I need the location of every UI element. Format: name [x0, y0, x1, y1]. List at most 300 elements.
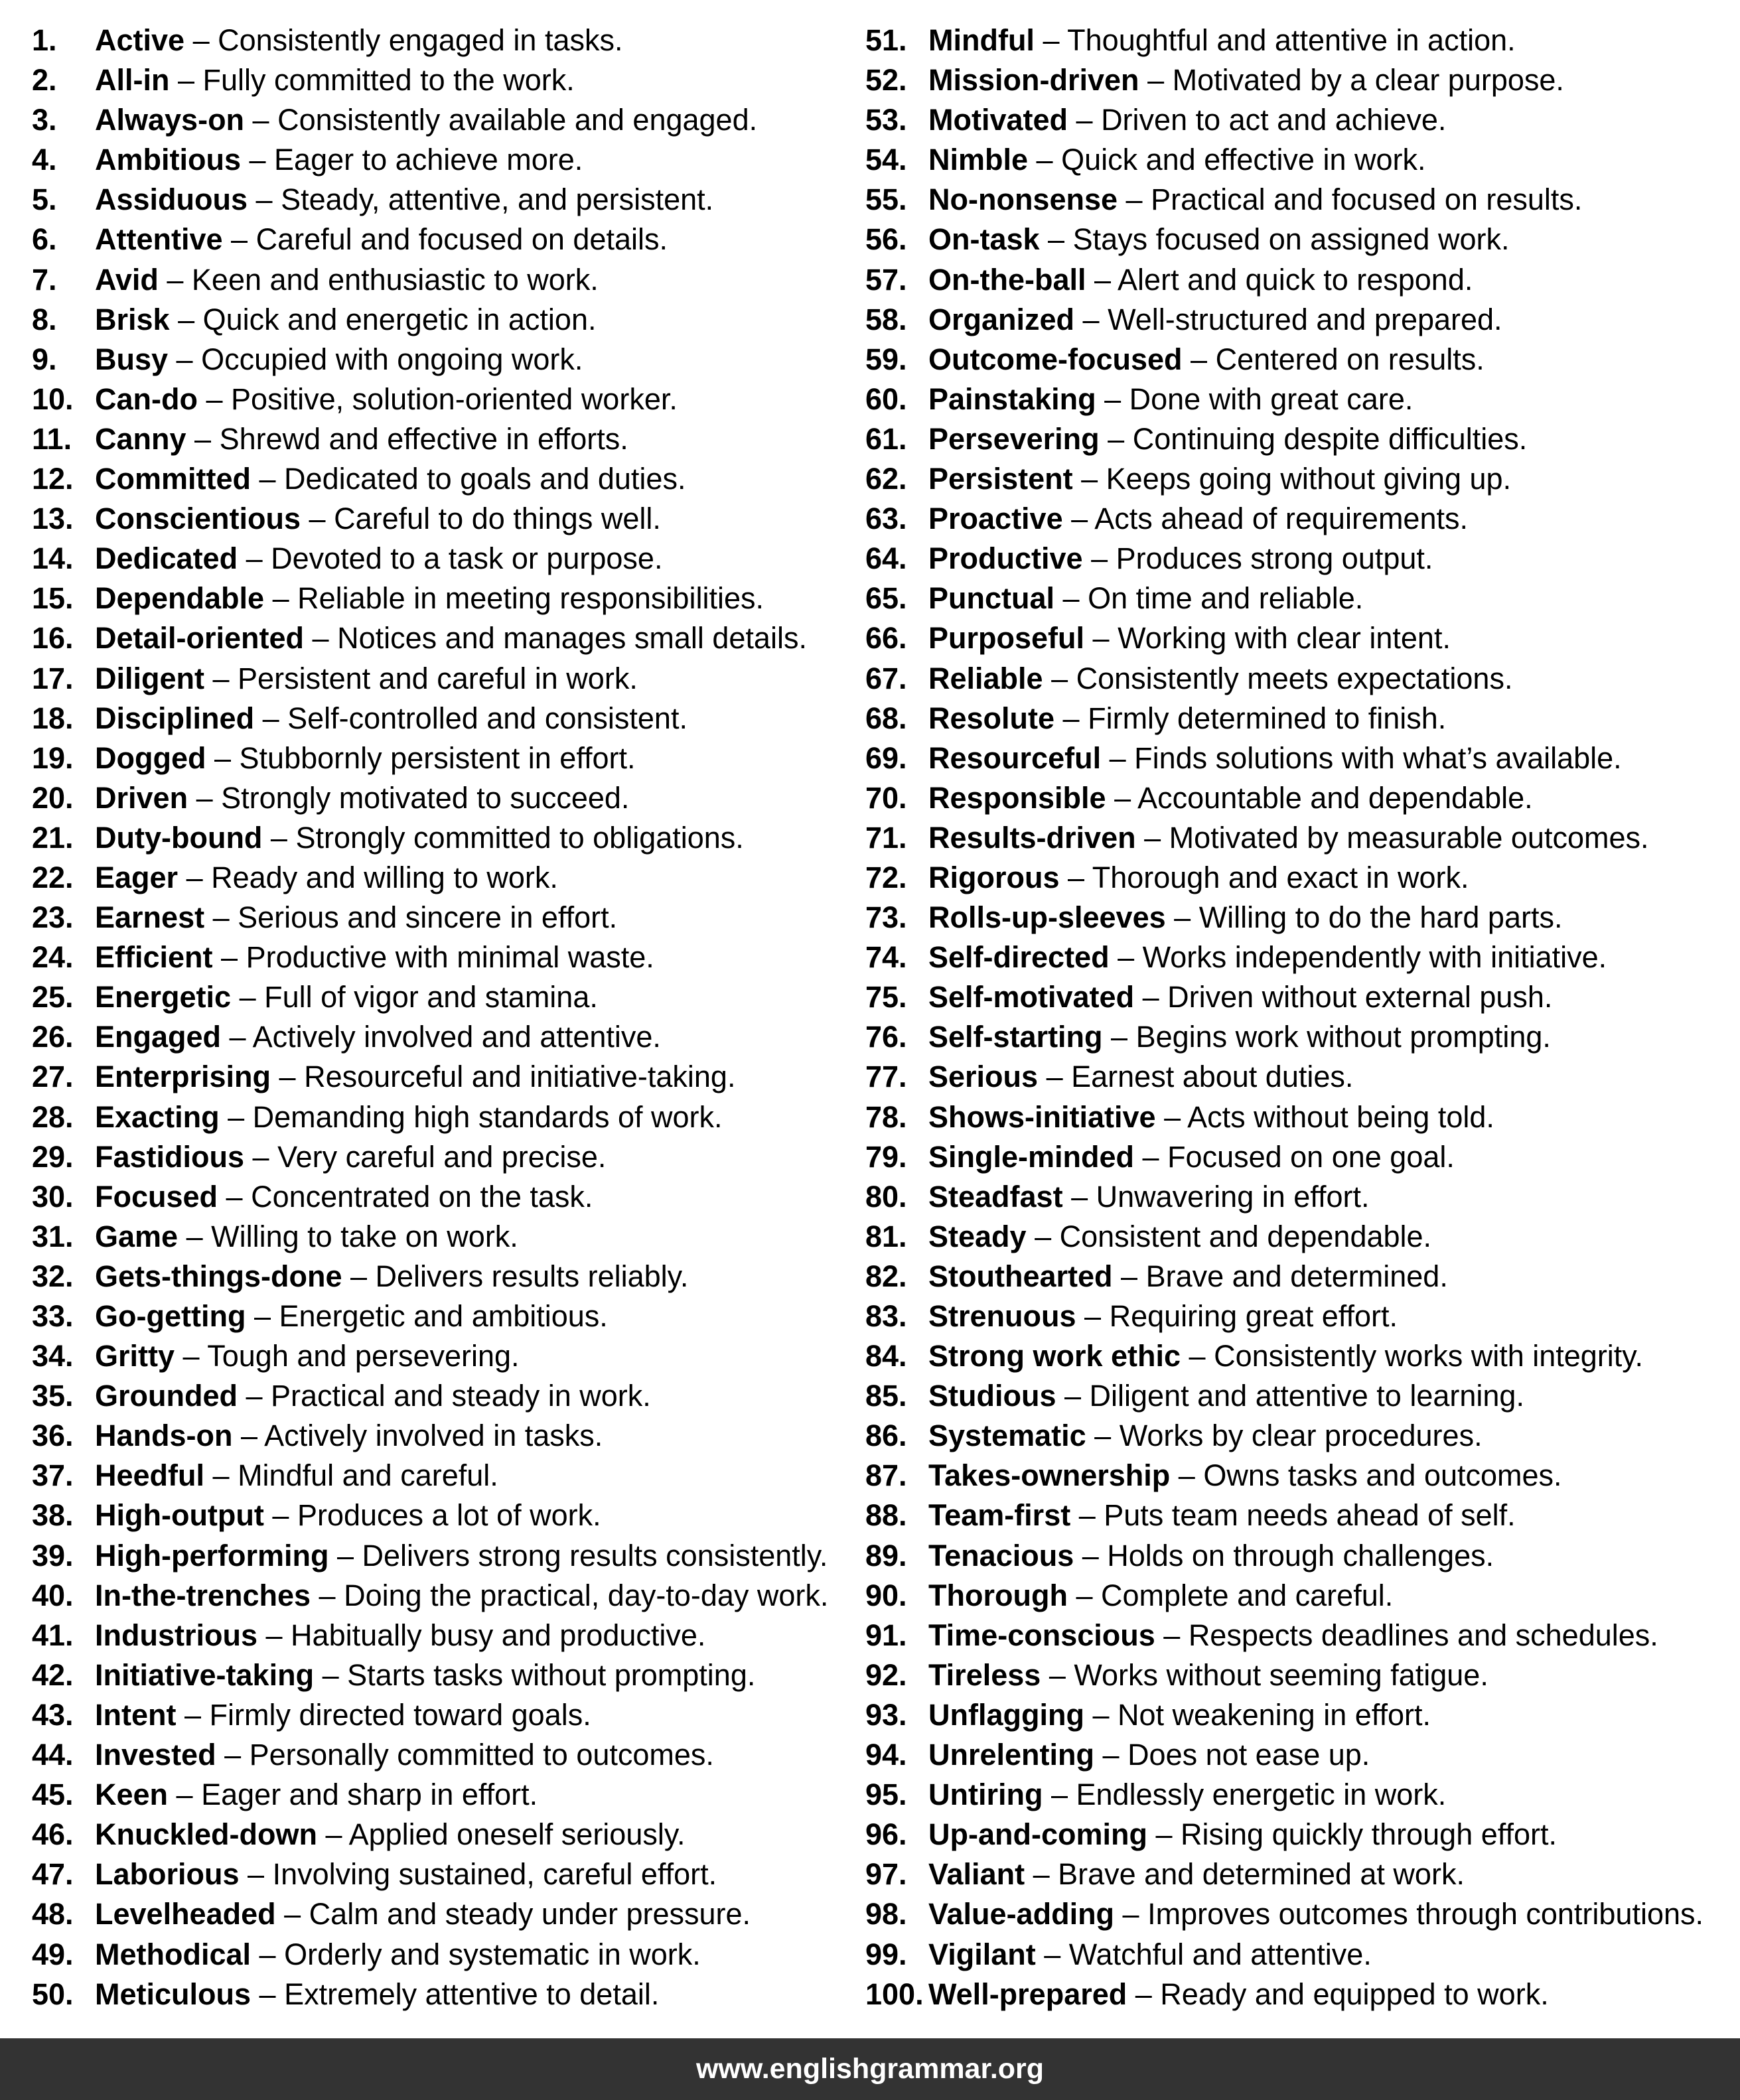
item-definition: Habitually busy and productive.: [291, 1618, 706, 1652]
dash-separator: –: [1181, 1339, 1214, 1373]
item-number: 37.: [32, 1458, 74, 1493]
item-number: 100.: [865, 1977, 924, 2011]
item-term: Time-conscious: [928, 1618, 1155, 1652]
list-item: [32, 1097, 865, 1137]
list-item: [32, 140, 865, 180]
item-term: Results-driven: [928, 820, 1136, 855]
dash-separator: –: [275, 1897, 309, 1931]
item-term: Hands-on: [95, 1419, 233, 1453]
item-definition: Does not ease up.: [1127, 1738, 1370, 1772]
item-term: Mission-driven: [928, 63, 1139, 98]
item-definition: Brave and determined.: [1145, 1259, 1448, 1293]
item-definition: Works without seeming fatigue.: [1074, 1657, 1488, 1692]
item-definition: Firmly determined to finish.: [1088, 701, 1447, 735]
item-number: 94.: [865, 1738, 907, 1772]
list-item: [32, 21, 865, 60]
item-text: [928, 1496, 1516, 1535]
item-definition: Rising quickly through effort.: [1181, 1817, 1557, 1852]
item-number: 16.: [32, 621, 74, 656]
item-number: 42.: [32, 1657, 74, 1692]
item-number: 26.: [32, 1020, 74, 1054]
dash-separator: –: [1067, 1578, 1101, 1612]
item-number: 4.: [32, 143, 57, 177]
item-text: [95, 1935, 701, 1975]
item-text: [928, 1376, 1524, 1416]
item-term: Energetic: [95, 980, 232, 1015]
item-definition: Starts tasks without prompting.: [347, 1657, 756, 1692]
item-definition: Eager and sharp in effort.: [201, 1778, 538, 1812]
item-text: [95, 1456, 498, 1496]
footer-url: www.englishgrammar.org: [695, 2053, 1045, 2085]
item-definition: Motivated by a clear purpose.: [1172, 63, 1564, 98]
item-definition: Careful and focused on details.: [255, 222, 668, 257]
item-text: [95, 1775, 538, 1815]
list-item: [865, 938, 1699, 977]
item-text: [928, 699, 1446, 738]
item-number: 8.: [32, 302, 57, 336]
list-item: [865, 1616, 1699, 1655]
item-definition: Brave and determined at work.: [1058, 1857, 1465, 1892]
item-term: In-the-trenches: [95, 1578, 311, 1612]
item-term: Shows-initiative: [928, 1099, 1156, 1134]
item-text: [928, 220, 1509, 259]
item-definition: Thoughtful and attentive in action.: [1067, 23, 1516, 57]
item-definition: Firmly directed toward goals.: [209, 1697, 591, 1732]
dash-separator: –: [1028, 143, 1062, 177]
list-item: [32, 300, 865, 340]
item-number: 61.: [865, 421, 907, 456]
item-number: 75.: [865, 980, 907, 1015]
dash-separator: –: [1094, 1738, 1128, 1772]
item-definition: Fully committed to the work.: [202, 63, 575, 98]
item-term: No-nonsense: [928, 182, 1118, 217]
dash-separator: –: [301, 502, 334, 536]
dash-separator: –: [1102, 1020, 1136, 1054]
item-text: [928, 938, 1607, 977]
item-term: Punctual: [928, 581, 1055, 616]
list-item: [32, 1376, 865, 1416]
dash-separator: –: [232, 1419, 265, 1453]
dash-separator: –: [1076, 1299, 1110, 1333]
list-item: [865, 260, 1699, 300]
list-item: [865, 220, 1699, 259]
item-definition: Extremely attentive to detail.: [284, 1977, 660, 2011]
item-text: [95, 1975, 659, 2014]
item-number: 95.: [865, 1778, 907, 1812]
list-item: [865, 778, 1699, 818]
list-item: [32, 1695, 865, 1735]
item-definition: Steady, attentive, and persistent.: [281, 182, 714, 217]
dash-separator: –: [1025, 1857, 1058, 1892]
item-definition: Consistently works with integrity.: [1214, 1339, 1643, 1373]
item-definition: Improves outcomes through contributions.: [1147, 1897, 1704, 1931]
item-text: [928, 1017, 1551, 1057]
item-text: [95, 1017, 661, 1057]
item-number: 87.: [865, 1458, 907, 1493]
list-item: [865, 1815, 1699, 1855]
dash-separator: –: [1127, 1977, 1161, 2011]
item-term: Brisk: [95, 302, 170, 336]
item-number: 44.: [32, 1738, 74, 1772]
list-item: [32, 180, 865, 220]
list-item: [32, 1735, 865, 1775]
item-definition: Produces strong output.: [1116, 541, 1433, 576]
item-number: 91.: [865, 1618, 907, 1652]
item-term: Value-adding: [928, 1897, 1115, 1931]
item-term: Outcome-focused: [928, 342, 1183, 376]
item-definition: Demanding high standards of work.: [252, 1099, 723, 1134]
list-item: [865, 539, 1699, 579]
item-text: [95, 1097, 723, 1137]
item-text: [95, 300, 596, 340]
item-term: Self-motivated: [928, 980, 1135, 1015]
item-definition: Complete and careful.: [1100, 1578, 1394, 1612]
list-item: [865, 1217, 1699, 1257]
item-term: Enterprising: [95, 1060, 271, 1094]
item-definition: Self-controlled and consistent.: [287, 701, 688, 735]
item-text: [95, 459, 686, 499]
list-item: [32, 60, 865, 100]
list-item: [32, 260, 865, 300]
dash-separator: –: [1084, 1697, 1118, 1732]
dash-separator: –: [328, 1538, 362, 1573]
item-number: 46.: [32, 1817, 74, 1852]
item-term: Industrious: [95, 1618, 257, 1652]
item-text: [95, 1336, 520, 1376]
item-number: 23.: [32, 900, 74, 935]
item-text: [95, 1576, 828, 1616]
item-definition: Actively involved in tasks.: [264, 1419, 603, 1453]
item-term: Steady: [928, 1219, 1027, 1253]
item-term: Always-on: [95, 103, 245, 137]
list-item: [865, 1336, 1699, 1376]
item-term: Mindful: [928, 23, 1035, 57]
item-definition: Acts without being told.: [1187, 1099, 1494, 1134]
item-text: [95, 340, 583, 380]
list-item: [32, 1336, 865, 1376]
item-definition: Unwavering in effort.: [1096, 1179, 1370, 1214]
list-item: [32, 1496, 865, 1535]
item-text: [95, 977, 598, 1017]
item-number: 68.: [865, 701, 907, 735]
item-text: [95, 499, 661, 539]
item-text: [95, 1137, 606, 1177]
dash-separator: –: [317, 1817, 349, 1852]
item-definition: Practical and steady in work.: [271, 1379, 651, 1413]
item-text: [95, 21, 622, 60]
list-item: [865, 1695, 1699, 1735]
item-term: Attentive: [95, 222, 223, 257]
item-definition: Thorough and exact in work.: [1092, 860, 1469, 894]
item-term: Ambitious: [95, 143, 241, 177]
item-definition: Actively involved and attentive.: [252, 1020, 661, 1054]
dash-separator: –: [222, 222, 256, 257]
item-text: [95, 260, 599, 300]
item-term: Well-prepared: [928, 1977, 1127, 2011]
item-definition: Begins work without prompting.: [1135, 1020, 1551, 1054]
dash-separator: –: [271, 1060, 305, 1094]
item-term: Methodical: [95, 1937, 252, 1971]
item-text: [928, 1137, 1455, 1177]
item-number: 31.: [32, 1219, 74, 1253]
item-number: 97.: [865, 1857, 907, 1892]
item-text: [95, 380, 678, 419]
item-definition: Accountable and dependable.: [1137, 780, 1533, 815]
item-definition: Eager to achieve more.: [274, 143, 583, 177]
item-number: 49.: [32, 1937, 74, 1971]
list-item: [32, 1655, 865, 1695]
list-item: [32, 738, 865, 778]
dash-separator: –: [1068, 103, 1102, 137]
list-item: [865, 1975, 1699, 2014]
item-definition: Concentrated on the task.: [251, 1179, 593, 1214]
item-term: Persistent: [928, 462, 1073, 496]
dash-separator: –: [1026, 1219, 1060, 1253]
item-term: Duty-bound: [95, 820, 263, 855]
list-item: [865, 419, 1699, 459]
item-number: 36.: [32, 1419, 74, 1453]
item-text: [928, 499, 1468, 539]
item-definition: Delivers results reliably.: [375, 1259, 689, 1293]
item-term: On-the-ball: [928, 262, 1086, 297]
item-definition: Consistently meets expectations.: [1076, 661, 1513, 695]
dash-separator: –: [1134, 980, 1168, 1015]
list-item: [865, 21, 1699, 60]
dash-separator: –: [1099, 421, 1133, 456]
dash-separator: –: [1086, 1419, 1120, 1453]
item-text: [928, 1695, 1431, 1735]
list-item: [865, 340, 1699, 380]
list-item: [865, 1057, 1699, 1097]
item-text: [95, 1496, 601, 1535]
dash-separator: –: [1118, 182, 1151, 217]
item-term: Busy: [95, 342, 169, 376]
list-item: [32, 1257, 865, 1296]
item-text: [928, 659, 1512, 699]
item-term: High-output: [95, 1498, 264, 1533]
item-definition: Holds on through challenges.: [1107, 1538, 1494, 1573]
item-text: [95, 699, 688, 738]
dash-separator: –: [244, 103, 278, 137]
item-definition: Very careful and precise.: [277, 1139, 607, 1174]
dash-separator: –: [263, 1498, 297, 1533]
item-number: 18.: [32, 701, 74, 735]
item-number: 29.: [32, 1139, 74, 1174]
dash-separator: –: [1139, 63, 1173, 98]
item-number: 96.: [865, 1817, 907, 1852]
item-number: 76.: [865, 1020, 907, 1054]
dash-separator: –: [262, 820, 296, 855]
item-term: Intent: [95, 1697, 177, 1732]
item-definition: Works independently with initiative.: [1142, 940, 1607, 975]
item-text: [928, 579, 1363, 618]
item-definition: Alert and quick to respond.: [1118, 262, 1473, 297]
list-item: [32, 579, 865, 618]
item-definition: Acts ahead of requirements.: [1094, 502, 1468, 536]
item-text: [95, 778, 629, 818]
item-number: 30.: [32, 1179, 74, 1214]
item-number: 47.: [32, 1857, 74, 1892]
item-text: [928, 1655, 1488, 1695]
item-text: [928, 1815, 1557, 1855]
dash-separator: –: [1082, 541, 1116, 576]
item-definition: Notices and manages small details.: [337, 621, 807, 656]
item-definition: Not weakening in effort.: [1118, 1697, 1431, 1732]
dash-separator: –: [1039, 222, 1073, 257]
item-term: Diligent: [95, 661, 204, 695]
item-number: 38.: [32, 1498, 74, 1533]
item-number: 59.: [865, 342, 907, 376]
item-text: [95, 898, 617, 938]
dash-separator: –: [1059, 860, 1092, 894]
dash-separator: –: [1106, 780, 1138, 815]
word-list-column-right: [865, 21, 1704, 2014]
item-term: Resourceful: [928, 740, 1102, 775]
item-term: Exacting: [95, 1099, 220, 1134]
item-term: Purposeful: [928, 621, 1085, 656]
item-text: [928, 180, 1582, 220]
list-item: [865, 1735, 1699, 1775]
item-term: Reliable: [928, 661, 1043, 695]
item-text: [928, 300, 1502, 340]
item-term: Can-do: [95, 382, 198, 416]
item-text: [928, 1935, 1372, 1975]
item-term: Canny: [95, 421, 186, 456]
list-item: [865, 1416, 1699, 1456]
list-item: [32, 1576, 865, 1616]
dash-separator: –: [218, 1179, 252, 1214]
item-text: [928, 818, 1649, 858]
dash-separator: –: [257, 1618, 291, 1652]
item-number: 20.: [32, 780, 74, 815]
item-text: [95, 180, 713, 220]
item-term: Thorough: [928, 1578, 1068, 1612]
dash-separator: –: [304, 621, 338, 656]
item-number: 6.: [32, 222, 57, 257]
item-term: On-task: [928, 222, 1040, 257]
dash-separator: –: [168, 342, 202, 376]
item-text: [928, 260, 1473, 300]
dash-separator: –: [342, 1259, 376, 1293]
item-text: [928, 1576, 1393, 1616]
item-number: 1.: [32, 23, 57, 57]
item-term: Single-minded: [928, 1139, 1135, 1174]
item-definition: Working with clear intent.: [1118, 621, 1451, 656]
item-number: 67.: [865, 661, 907, 695]
list-item: [32, 699, 865, 738]
dash-separator: –: [168, 1778, 202, 1812]
item-number: 48.: [32, 1897, 74, 1931]
item-number: 92.: [865, 1657, 907, 1692]
item-definition: Stays focused on assigned work.: [1072, 222, 1510, 257]
item-term: Knuckled-down: [95, 1817, 317, 1852]
list-item: [865, 1935, 1699, 1975]
item-number: 56.: [865, 222, 907, 257]
dash-separator: –: [1114, 1897, 1148, 1931]
item-number: 17.: [32, 661, 74, 695]
item-text: [928, 1855, 1465, 1894]
item-term: Unflagging: [928, 1697, 1084, 1732]
item-text: [95, 1057, 735, 1097]
dash-separator: –: [1170, 1458, 1204, 1493]
item-number: 85.: [865, 1379, 907, 1413]
item-text: [95, 1376, 651, 1416]
item-text: [928, 1894, 1704, 1934]
item-term: Levelheaded: [95, 1897, 276, 1931]
list-item: [865, 1894, 1704, 1934]
item-text: [928, 778, 1533, 818]
item-number: 65.: [865, 581, 907, 616]
item-term: Motivated: [928, 103, 1068, 137]
item-term: High-performing: [95, 1538, 329, 1573]
list-item: [32, 1456, 865, 1496]
dash-separator: –: [178, 1219, 212, 1253]
list-item: [865, 699, 1699, 738]
item-number: 7.: [32, 262, 57, 297]
item-text: [928, 1616, 1658, 1655]
list-item: [32, 1217, 865, 1257]
item-definition: Keen and enthusiastic to work.: [191, 262, 599, 297]
dash-separator: –: [1165, 900, 1199, 935]
list-item: [865, 1257, 1699, 1296]
item-term: Go-getting: [95, 1299, 246, 1333]
dash-separator: –: [238, 541, 271, 576]
item-term: Serious: [928, 1060, 1039, 1094]
dash-separator: –: [239, 1857, 273, 1892]
item-number: 90.: [865, 1578, 907, 1612]
dash-separator: –: [204, 1458, 238, 1493]
dash-separator: –: [212, 940, 246, 975]
item-definition: Personally committed to outcomes.: [249, 1738, 714, 1772]
item-term: Assiduous: [95, 182, 248, 217]
item-text: [95, 1616, 705, 1655]
item-number: 62.: [865, 462, 907, 496]
list-item: [32, 1815, 865, 1855]
item-number: 45.: [32, 1778, 74, 1812]
dash-separator: –: [1054, 701, 1088, 735]
item-term: Meticulous: [95, 1977, 252, 2011]
item-number: 9.: [32, 342, 57, 376]
item-number: 34.: [32, 1339, 74, 1373]
list-item: [865, 1855, 1699, 1894]
item-number: 28.: [32, 1099, 74, 1134]
list-item: [32, 1416, 865, 1456]
item-number: 2.: [32, 63, 57, 98]
list-item: [32, 659, 865, 699]
item-number: 32.: [32, 1259, 74, 1293]
dash-separator: –: [204, 900, 238, 935]
dash-separator: –: [197, 382, 232, 416]
item-definition: Centered on results.: [1215, 342, 1485, 376]
dash-separator: –: [246, 1299, 279, 1333]
list-item: [865, 140, 1699, 180]
item-number: 60.: [865, 382, 907, 416]
list-item: [32, 618, 865, 658]
dash-separator: –: [1155, 1618, 1189, 1652]
item-number: 39.: [32, 1538, 74, 1573]
item-definition: Strongly motivated to succeed.: [221, 780, 630, 815]
dash-separator: –: [1062, 1179, 1096, 1214]
item-term: Takes-ownership: [928, 1458, 1171, 1493]
dash-separator: –: [254, 701, 288, 735]
item-number: 73.: [865, 900, 907, 935]
item-definition: Driven without external push.: [1167, 980, 1553, 1015]
item-text: [928, 858, 1469, 898]
item-number: 80.: [865, 1179, 907, 1214]
dash-separator: –: [1056, 1379, 1090, 1413]
item-definition: Mindful and careful.: [238, 1458, 498, 1493]
item-definition: Involving sustained, careful effort.: [272, 1857, 717, 1892]
